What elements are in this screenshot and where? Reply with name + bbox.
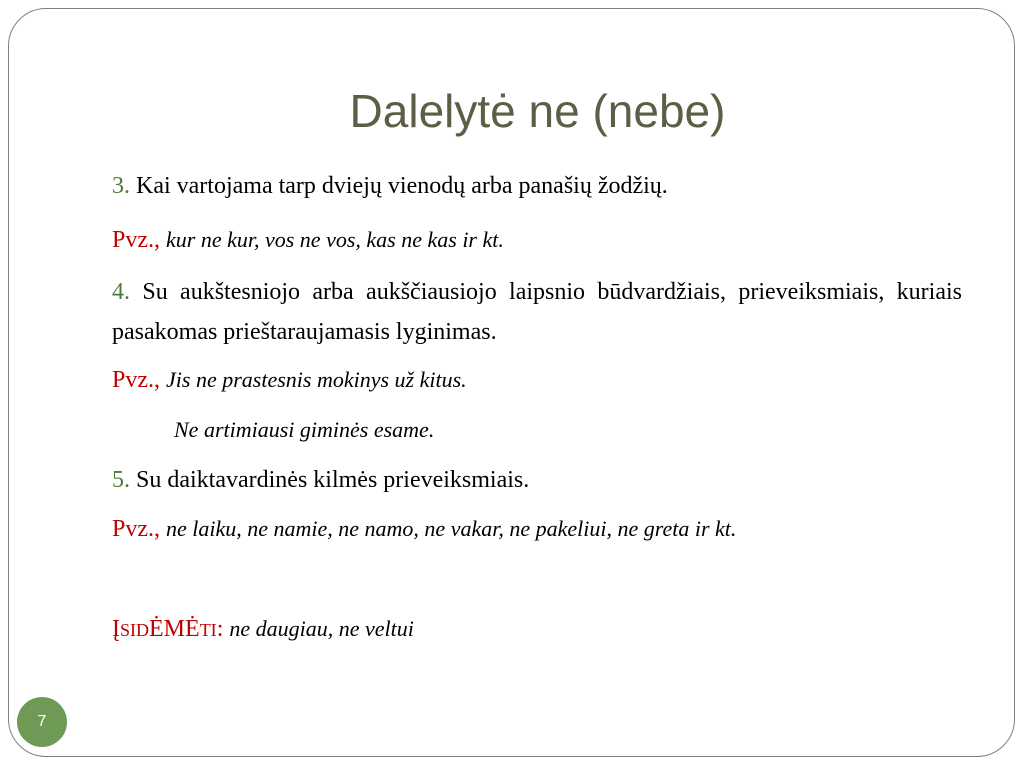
item-4-text: Su aukštesniojo arba aukščiausiojo laipsnio būdvardžiais, prieveiksmiais, kuriais pasakomas prieštaraujamasis lyginimas. — [112, 279, 963, 345]
example-4-label: Pvz., — [112, 367, 160, 393]
item-5-text: Su daiktavardinės kilmės prieveiksmiais. — [136, 467, 530, 493]
remember-text: ne daugiau, ne veltui — [229, 616, 414, 641]
item-5-number: 5. — [112, 467, 130, 493]
item-3 — [112, 166, 962, 206]
remember-note — [112, 609, 962, 650]
remember-label — [112, 616, 223, 642]
item-4-number: 4. — [112, 279, 130, 305]
remember-label-colon: : — [216, 616, 224, 642]
item-4 — [112, 272, 962, 352]
remember-label-part: TI — [199, 620, 217, 640]
example-5-text: ne laiku, ne namie, ne namo, ne vakar, ne pakeliui, ne greta ir kt. — [166, 516, 737, 541]
item-3-number: 3. — [112, 173, 130, 199]
example-3 — [112, 220, 962, 260]
example-5-label: Pvz., — [112, 516, 160, 542]
slide-number-badge: 7 — [17, 697, 67, 747]
remember-label-part: ĖMĖ — [149, 616, 200, 642]
example-4-line-2 — [174, 410, 1024, 450]
example-4 — [112, 360, 962, 400]
item-3-text: Kai vartojama tarp dviejų vienodų arba panašių žodžių. — [136, 173, 668, 199]
example-4-text-2: Ne artimiausi giminės esame. — [174, 417, 435, 442]
example-4-text-1: Jis ne prastesnis mokinys už kitus. — [166, 367, 467, 392]
remember-label-part: SID — [120, 620, 150, 640]
example-5 — [112, 509, 962, 549]
remember-label-part: Į — [112, 616, 120, 642]
example-3-label: Pvz., — [112, 227, 160, 253]
slide-title: Dalelytė ne (nebe) — [349, 85, 726, 137]
item-5 — [112, 460, 962, 500]
example-3-text: kur ne kur, vos ne vos, kas ne kas ir kt. — [166, 227, 504, 252]
